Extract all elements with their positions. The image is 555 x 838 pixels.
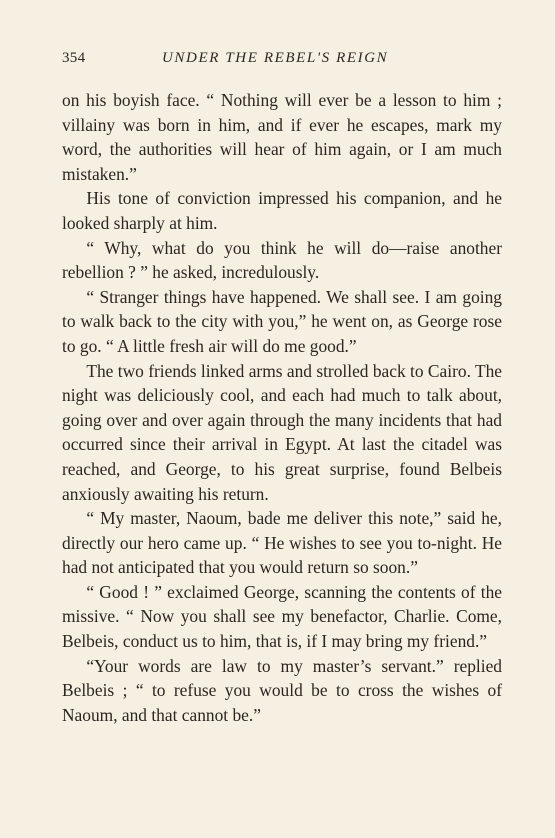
paragraph: “ Why, what do you think he will do—raise another rebellion ? ” he asked, incredulously. bbox=[62, 237, 502, 283]
paragraph: The two friends linked arms and strolled back to Cairo. The night was deliciously cool, and each had much to talk about, going over and over again through the many incidents that had occurred since their arrival in Egypt. At last the citadel was reached, and George, to his great surprise, found Belbeis anxiously awaiting his return. bbox=[62, 360, 502, 504]
body-text bbox=[62, 88, 502, 727]
paragraph: “ My master, Naoum, bade me deliver this note,” said he, directly our hero came up. “ He wishes to see you to-night. He had not anticipated that you would return so soon.” bbox=[62, 508, 502, 578]
paragraph: “ Good ! ” exclaimed George, scanning the contents of the missive. “ Now you shall see my benefactor, Charlie. Come, Belbeis, conduct us to him, that is, if I may bring my friend.” bbox=[62, 581, 502, 652]
page-number: 354 bbox=[62, 50, 86, 66]
paragraph: “Your words are law to my master’s servant.” replied Belbeis ; “ to refuse you would be to cross the wishes of Naoum, and that cannot be.” bbox=[62, 655, 502, 725]
paragraph: His tone of conviction impressed his companion, and he looked sharply at him. bbox=[62, 188, 502, 233]
page-header bbox=[62, 50, 502, 72]
paragraph: “ Stranger things have happened. We shall see. I am going to walk back to the city with you,” he went on, as George rose to go. “ A little fresh air will do me good.” bbox=[62, 286, 502, 356]
paragraph-continuation: on his boyish face. “ Nothing will ever be a lesson to him ; villainy was born in him, and if ever he escapes, mark my word, the authorities will hear of him again, or I am much mistaken.” bbox=[62, 90, 502, 184]
running-title: UNDER THE REBEL'S REIGN bbox=[162, 50, 389, 66]
